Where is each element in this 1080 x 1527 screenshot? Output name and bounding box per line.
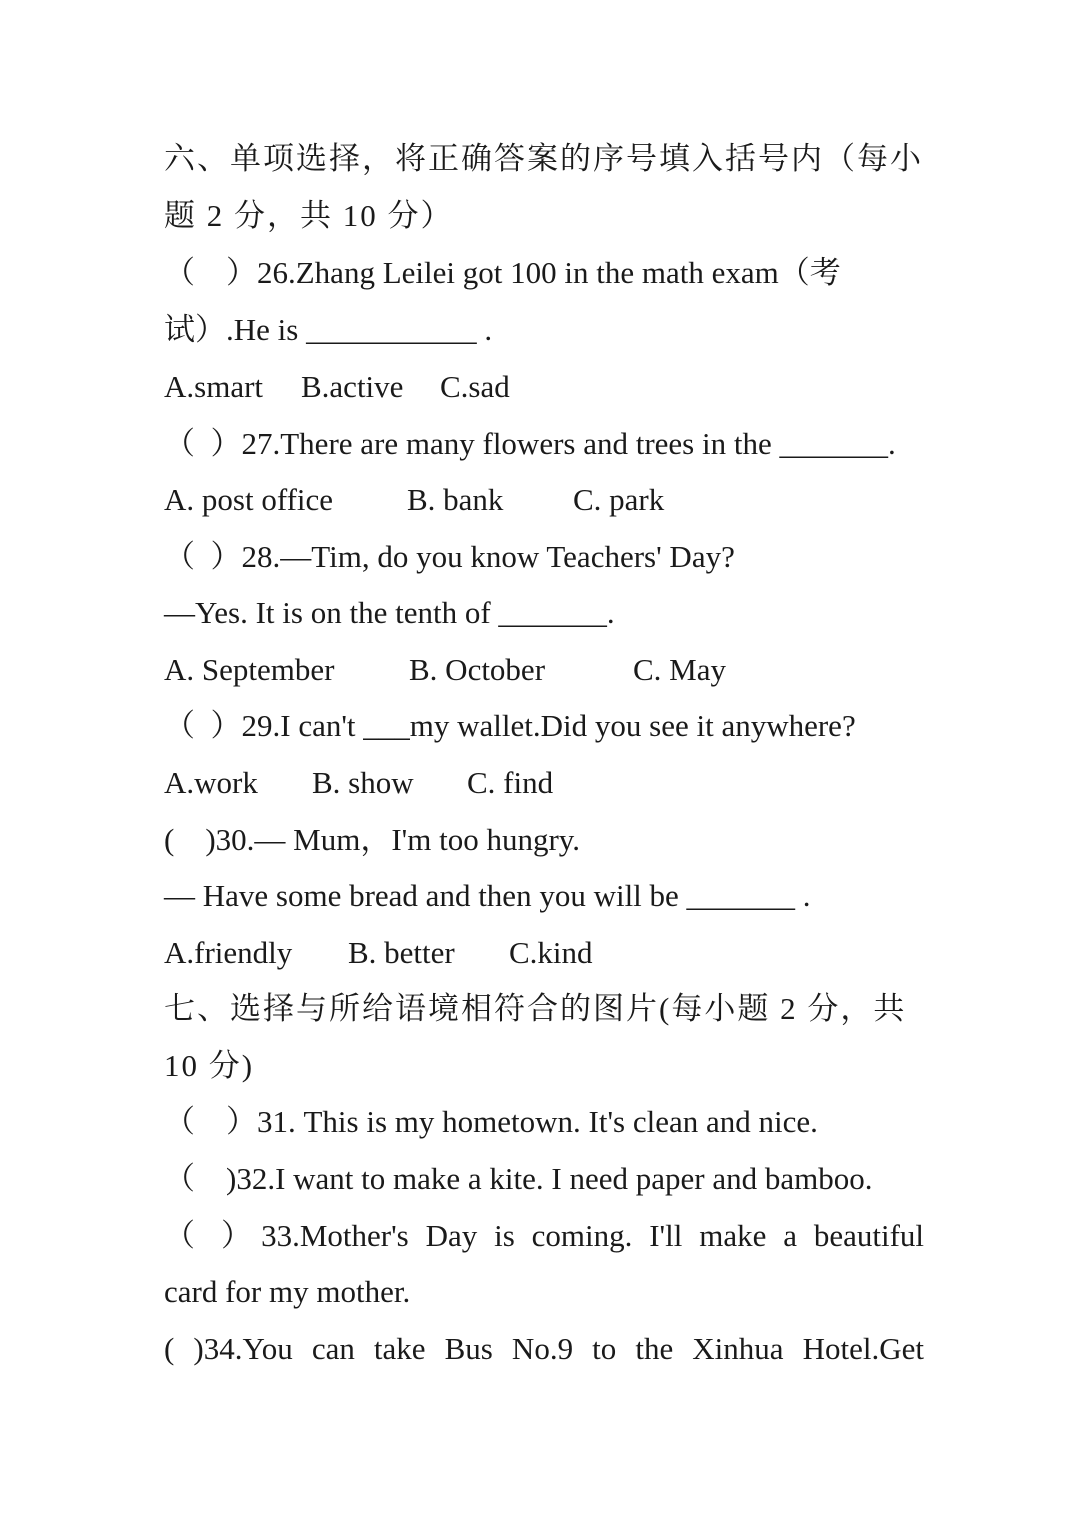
question-30-options: [164, 933, 924, 973]
section-7-heading-line1: 七、选择与所给语境相符合的图片(每小题 2 分，共: [164, 991, 907, 1026]
question-26-option-b: B.active: [301, 369, 404, 404]
question-29-option-a: A.work: [164, 765, 258, 800]
question-26-option-a: A.smart: [164, 369, 264, 404]
question-28-options: [164, 650, 924, 690]
question-33-line1: （ ）33.Mother's Day is coming. I'll make a beautiful: [164, 1218, 924, 1253]
question-28-line1: （ ）28.—Tim, do you know Teachers' Day?: [164, 539, 735, 574]
question-26-line1: （ ）26.Zhang Leilei got 100 in the math exam（考: [164, 255, 841, 290]
question-27-option-b: B. bank: [407, 482, 504, 517]
question-30-line1: ( )30.— Mum，I'm too hungry.: [164, 822, 581, 857]
question-27-options: [164, 480, 924, 520]
question-28-line2: —Yes. It is on the tenth of _______.: [164, 595, 615, 630]
question-30-option-a: A.friendly: [164, 935, 293, 970]
question-29-line1: （ ）29.I can't ___my wallet.Did you see it anywhere?: [164, 708, 856, 743]
question-26-option-c: C.sad: [440, 369, 510, 404]
question-26-line2: 试）.He is ___________ .: [164, 312, 493, 347]
question-29-option-b: B. show: [312, 765, 414, 800]
question-32-line1: （ )32.I want to make a kite. I need paper and bamboo.: [164, 1161, 873, 1196]
question-30-line2: — Have some bread and then you will be _______ .: [164, 878, 811, 913]
question-27-option-c: C. park: [573, 482, 665, 517]
question-33-line2: card for my mother.: [164, 1274, 411, 1309]
question-28-option-c: C. May: [633, 652, 726, 687]
section-6-heading-line2: 题 2 分，共 10 分）: [164, 198, 454, 233]
question-27-option-a: A. post office: [164, 482, 334, 517]
question-30-option-b: B. better: [348, 935, 455, 970]
section-6-heading-line1: 六、单项选择，将正确答案的序号填入括号内（每小: [164, 141, 923, 176]
question-29-option-c: C. find: [467, 765, 554, 800]
question-34-line1: ( )34.You can take Bus No.9 to the Xinhua Hotel.Get: [164, 1331, 924, 1366]
question-26-options: [164, 367, 924, 407]
question-28-option-a: A. September: [164, 652, 335, 687]
question-29-options: [164, 763, 924, 803]
question-28-option-b: B. October: [409, 652, 546, 687]
question-27-line1: （ ）27.There are many flowers and trees in the _______.: [164, 426, 896, 461]
question-30-option-c: C.kind: [509, 935, 593, 970]
question-31-line1: （ ）31. This is my hometown. It's clean and nice.: [164, 1104, 818, 1139]
section-7-heading-line2: 10 分): [164, 1048, 255, 1083]
